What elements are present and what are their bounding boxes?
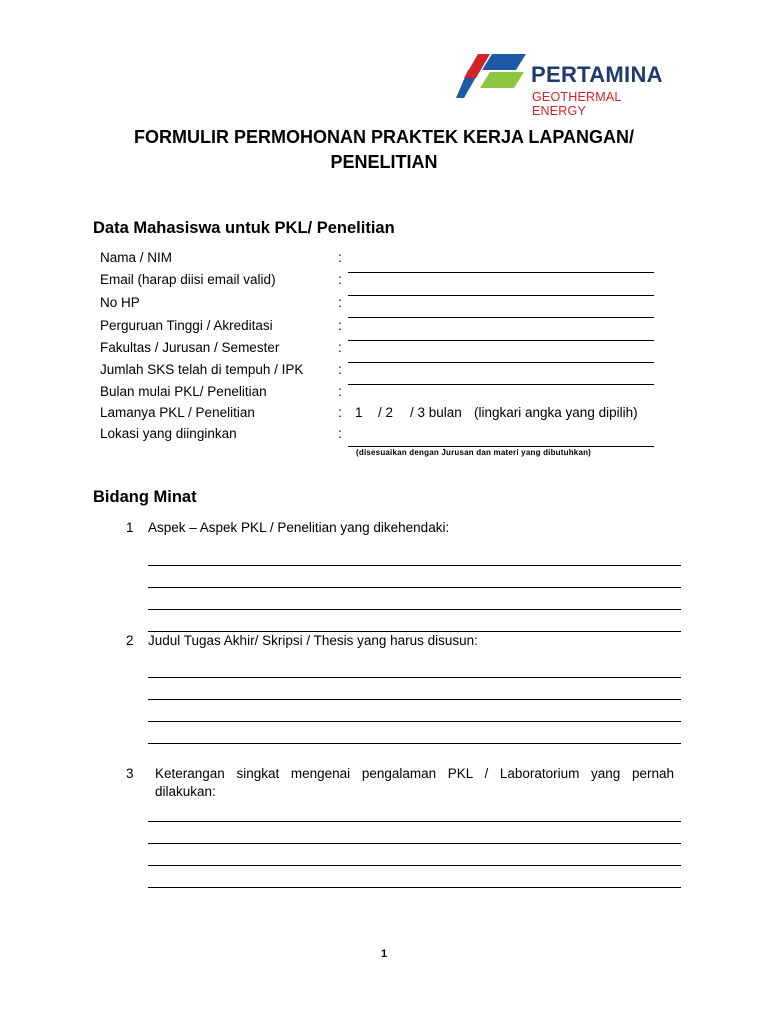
field-label-name-nim: Nama / NIM <box>100 250 173 265</box>
field-label-duration: Lamanya PKL / Penelitian <box>100 405 255 420</box>
form-title-line-1: FORMULIR PERMOHONAN PRAKTEK KERJA LAPANGAN/ <box>133 127 634 147</box>
duration-hint: (lingkari angka yang dipilih) <box>474 405 638 420</box>
field-label-start-month: Bulan mulai PKL/ Penelitian <box>100 384 267 399</box>
field-colon: : <box>338 318 342 333</box>
location-note: (disesuaikan dengan Jurusan dan materi yang dibutuhkan) <box>356 448 592 457</box>
field-label-location: Lokasi yang diinginkan <box>100 426 237 441</box>
logo-blue-shape <box>482 54 526 70</box>
field-colon: : <box>338 250 342 265</box>
answer-line[interactable] <box>148 843 681 844</box>
answer-line[interactable] <box>148 721 681 722</box>
credits-gpa-input-line[interactable] <box>348 384 654 385</box>
field-label-university: Perguruan Tinggi / Akreditasi <box>100 318 273 333</box>
form-title-line-2: PENELITIAN <box>330 152 438 172</box>
field-colon: : <box>338 426 342 441</box>
field-colon: : <box>338 272 342 287</box>
answer-line[interactable] <box>148 565 681 566</box>
interest-heading: Bidang Minat <box>93 488 197 506</box>
faculty-input-line[interactable] <box>348 362 654 363</box>
field-colon: : <box>338 362 342 377</box>
page-number: 1 <box>380 948 388 960</box>
name-nim-input-line[interactable] <box>348 272 654 273</box>
question-3-text: Keterangan singkat mengenai pengalaman PKL / Laboratorium yang pernah dilakukan: <box>155 766 674 799</box>
answer-line[interactable] <box>148 631 681 632</box>
student-data-heading: Data Mahasiswa untuk PKL/ Penelitian <box>93 219 395 237</box>
field-colon: : <box>338 384 342 399</box>
question-2-text: Judul Tugas Akhir/ Skripsi / Thesis yang harus disusun: <box>148 633 478 648</box>
logo-green-shape <box>480 72 524 88</box>
pertamina-logo-icon <box>456 48 528 100</box>
field-colon: : <box>338 340 342 355</box>
question-number: 3 <box>126 766 134 781</box>
answer-line[interactable] <box>148 587 681 588</box>
email-input-line[interactable] <box>348 295 654 296</box>
location-input-line[interactable] <box>348 446 654 447</box>
answer-line[interactable] <box>148 865 681 866</box>
answer-line[interactable] <box>148 743 681 744</box>
duration-option-3[interactable]: / 3 bulan <box>410 405 462 420</box>
answer-line[interactable] <box>148 699 681 700</box>
answer-line[interactable] <box>148 821 681 822</box>
logo-name: PERTAMINA <box>531 62 663 87</box>
field-label-email: Email (harap diisi email valid) <box>100 272 276 287</box>
field-label-credits-gpa: Jumlah SKS telah di tempuh / IPK <box>100 362 304 377</box>
answer-line[interactable] <box>148 677 681 678</box>
answer-line[interactable] <box>148 609 681 610</box>
duration-option-1[interactable]: 1 <box>355 405 363 420</box>
duration-option-2[interactable]: / 2 <box>378 405 394 420</box>
logo-subtitle: GEOTHERMAL ENERGY <box>532 90 622 118</box>
field-label-faculty: Fakultas / Jurusan / Semester <box>100 340 280 355</box>
field-label-phone: No HP <box>100 295 140 310</box>
field-colon: : <box>338 295 342 310</box>
question-1-text: Aspek – Aspek PKL / Penelitian yang dikehendaki: <box>148 520 450 535</box>
phone-input-line[interactable] <box>348 317 654 318</box>
company-logo <box>452 42 676 118</box>
field-colon: : <box>338 405 342 420</box>
question-number: 2 <box>126 633 134 648</box>
university-input-line[interactable] <box>348 340 654 341</box>
answer-line[interactable] <box>148 887 681 888</box>
question-number: 1 <box>126 520 134 535</box>
